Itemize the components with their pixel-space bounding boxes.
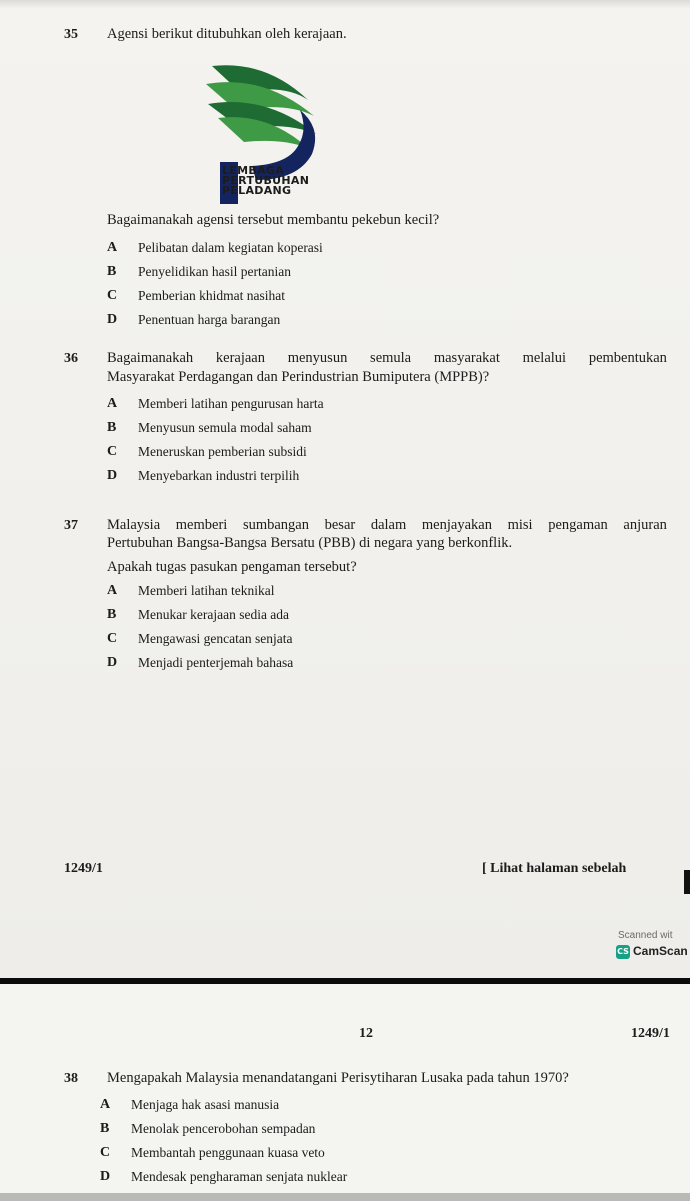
q35-option-c-letter: C: [107, 288, 118, 303]
q36-option-d-letter: D: [107, 468, 118, 483]
question-36-stem-line-1: [107, 350, 667, 367]
question-35-stem: Agensi berikut ditubuhkan oleh kerajaan.: [107, 26, 347, 42]
q38-option-a-letter: A: [100, 1097, 111, 1112]
q37-option-a-text: Memberi latihan teknikal: [138, 583, 275, 598]
camscanner-watermark: [612, 926, 690, 966]
question-38-stem: Mengapakah Malaysia menandatangani Perisytiharan Lusaka pada tahun 1970?: [107, 1070, 569, 1086]
logo-text-line-2: PERTUBUHAN: [222, 174, 310, 187]
q38-option-b-letter: B: [100, 1121, 110, 1136]
q36-option-a-letter: A: [107, 396, 118, 411]
q37-word: Malaysia: [107, 517, 161, 533]
logo-text: [222, 166, 309, 196]
bottom-edge: [0, 1193, 690, 1201]
page-number: 12: [359, 1026, 373, 1041]
q35-option-d-text: Penentuan harga barangan: [138, 312, 281, 327]
logo-text-line-3: PELADANG: [222, 184, 292, 197]
q36-option-a-text: Memberi latihan pengurusan harta: [138, 396, 324, 411]
q37-option-c-letter: C: [107, 631, 118, 646]
q37-word: pengaman: [548, 517, 608, 533]
question-35-question: Bagaimanakah agensi tersebut membantu pekebun kecil?: [107, 212, 440, 228]
q36-word: masyarakat: [433, 350, 500, 366]
q37-option-b-letter: B: [107, 607, 117, 622]
q35-option-c-text: Pemberian khidmat nasihat: [138, 288, 285, 303]
q36-option-c-letter: C: [107, 444, 118, 459]
page2-paper-code: 1249/1: [631, 1026, 670, 1041]
q36-word: pembentukan: [588, 350, 667, 366]
q36-option-d-text: Menyebarkan industri terpilih: [138, 468, 300, 483]
q35-option-b-letter: B: [107, 264, 117, 279]
camscanner-app-name: CamScan: [633, 944, 688, 958]
question-35-number: 35: [64, 27, 78, 42]
q37-word: dalam: [370, 517, 407, 533]
q37-word: misi: [507, 517, 533, 533]
q36-option-c-text: Meneruskan pemberian subsidi: [138, 444, 307, 459]
question-37-number: 37: [64, 518, 78, 533]
page-top-shadow: [0, 0, 690, 8]
q35-option-a-letter: A: [107, 240, 118, 255]
q36-word: kerajaan: [215, 350, 265, 366]
edge-mark: [684, 870, 690, 894]
q37-option-a-letter: A: [107, 583, 118, 598]
q38-option-d-letter: D: [100, 1169, 111, 1184]
question-38-number: 38: [64, 1071, 78, 1086]
q36-word: menyusun: [287, 350, 348, 366]
q38-option-c-text: Membantah penggunaan kuasa veto: [131, 1145, 325, 1160]
q37-option-d-text: Menjadi penterjemah bahasa: [138, 655, 294, 670]
question-36-stem-line-2: Masyarakat Perdagangan dan Perindustrian Bumiputera (MPPB)?: [107, 369, 490, 385]
q35-option-b-text: Penyelidikan hasil pertanian: [138, 264, 291, 279]
q38-option-b-text: Menolak pencerobohan sempadan: [131, 1121, 316, 1136]
q36-word: Bagaimanakah: [107, 350, 194, 366]
camscanner-scanned-text: Scanned wit: [618, 930, 673, 941]
q37-word: menjayakan: [421, 517, 492, 533]
q37-word: anjuran: [623, 517, 667, 533]
q36-option-b-letter: B: [107, 420, 117, 435]
q37-word: besar: [324, 517, 356, 533]
q36-word: semula: [370, 350, 412, 366]
exam-page-lower: [0, 984, 690, 1195]
paper-code: 1249/1: [64, 861, 103, 876]
q36-word: melalui: [522, 350, 567, 366]
question-37-question: Apakah tugas pasukan pengaman tersebut?: [107, 559, 357, 575]
q37-word: sumbangan: [242, 517, 309, 533]
q37-option-d-letter: D: [107, 655, 118, 670]
q38-option-a-text: Menjaga hak asasi manusia: [131, 1097, 280, 1112]
logo-text-line-1: LEMBAGA: [222, 164, 285, 177]
question-37-stem-line-1: [107, 517, 667, 534]
q37-word: memberi: [175, 517, 228, 533]
q36-option-b-text: Menyusun semula modal saham: [138, 420, 312, 435]
q38-option-c-letter: C: [100, 1145, 111, 1160]
q35-option-a-text: Pelibatan dalam kegiatan koperasi: [138, 240, 323, 255]
q37-option-c-text: Mengawasi gencatan senjata: [138, 631, 293, 646]
q35-option-d-letter: D: [107, 312, 118, 327]
camscanner-logo-icon: CS: [616, 945, 630, 959]
question-36-number: 36: [64, 351, 78, 366]
question-37-stem-line-2: Pertubuhan Bangsa-Bangsa Bersatu (PBB) di negara yang berkonflik.: [107, 535, 513, 551]
next-page-note: [ Lihat halaman sebelah: [482, 861, 627, 876]
q38-option-d-text: Mendesak pengharaman senjata nuklear: [131, 1169, 348, 1184]
q37-option-b-text: Menukar kerajaan sedia ada: [138, 607, 290, 622]
